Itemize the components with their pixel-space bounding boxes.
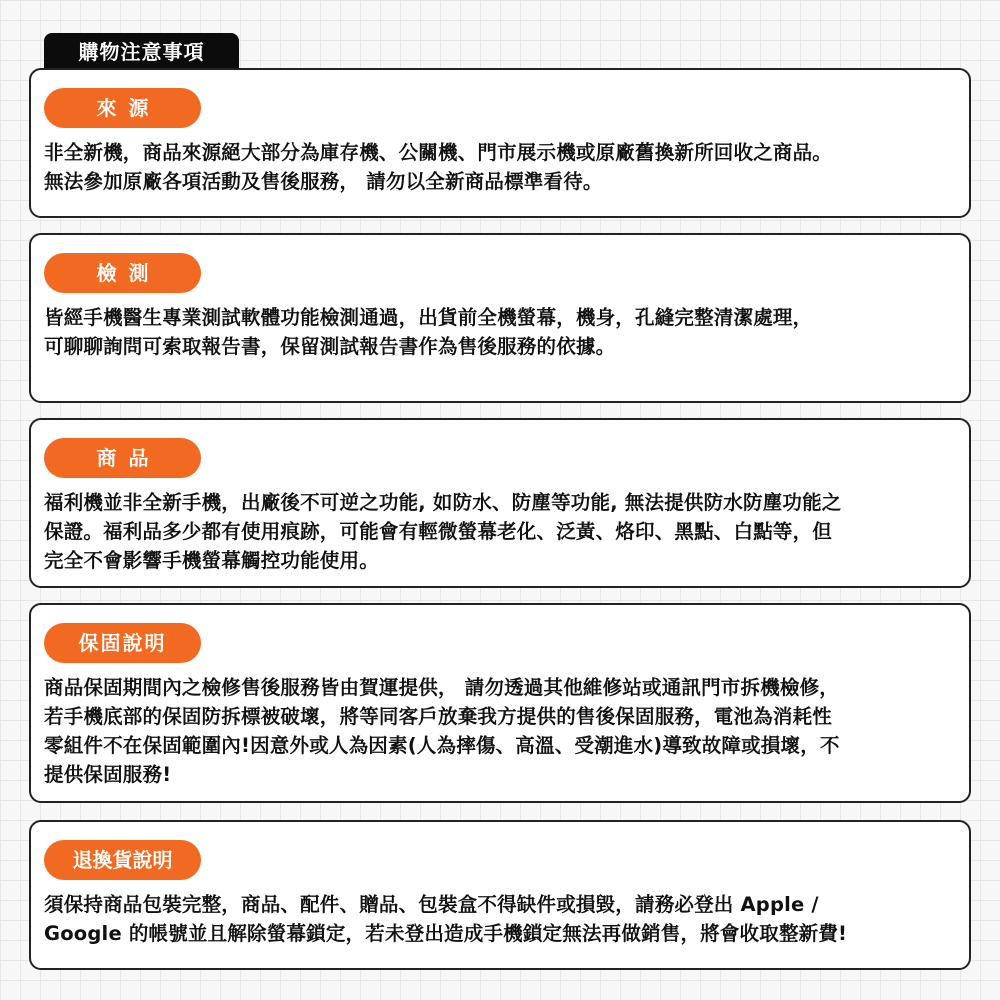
text-line: 須保持商品包裝完整，商品、配件、贈品、包裝盒不得缺件或損毀，請務必登出 Apple / [44,893,819,916]
section-body-inspection [44,303,956,361]
text-line: Google 的帳號並且解除螢幕鎖定，若未登出造成手機鎖定無法再做銷售，將會收取整新費! [44,922,848,945]
section-heading-inspection: 檢測 [44,253,201,293]
text-line: 提供保固服務! [44,763,172,786]
text-line: 皆經手機醫生專業測試軟體功能檢測通過，出貨前全機螢幕，機身，孔縫完整清潔處理， [44,306,813,329]
section-product [29,418,971,588]
text-line: 保證。福利品多少都有使用痕跡，可能會有輕微螢幕老化、泛黃、烙印、黑點、白點等，但 [44,520,833,543]
text-line: 可聊聊詢問可索取報告書，保留測試報告書作為售後服務的依據。 [44,335,616,358]
text-line: 福利機並非全新手機，出廠後不可逆之功能, 如防水、防塵等功能, 無法提供防水防塵功能之 [44,491,842,514]
text-line: 非全新機，商品來源絕大部分為庫存機、公關機、門市展示機或原廠舊換新所回收之商品。 [44,141,833,164]
section-returns [29,820,971,970]
section-inspection [29,233,971,403]
section-body-source [44,138,956,196]
section-body-warranty [44,673,956,789]
text-line: 若手機底部的保固防拆標被破壞，將等同客戶放棄我方提供的售後保固服務，電池為消耗性 [44,705,833,728]
text-line: 商品保固期間內之檢修售後服務皆由賀運提供， 請勿透過其他維修站或通訊門市拆機檢修， [44,676,839,699]
section-heading-product: 商品 [44,438,201,478]
section-source [29,68,971,218]
section-heading-source: 來源 [44,88,201,128]
page-title: 購物注意事項 [44,33,239,71]
section-body-returns [44,890,956,948]
text-line: 完全不會影響手機螢幕觸控功能使用。 [44,549,379,572]
section-body-product [44,488,956,575]
text-line: 無法參加原廠各項活動及售後服務， 請勿以全新商品標準看待。 [44,170,603,193]
section-warranty [29,603,971,803]
text-line: 零組件不在保固範圍內!因意外或人為因素(人為摔傷、高溫、受潮進水)導致故障或損壞，不 [44,734,840,757]
section-heading-returns: 退換貨說明 [44,840,201,880]
section-heading-warranty: 保固說明 [44,623,201,663]
